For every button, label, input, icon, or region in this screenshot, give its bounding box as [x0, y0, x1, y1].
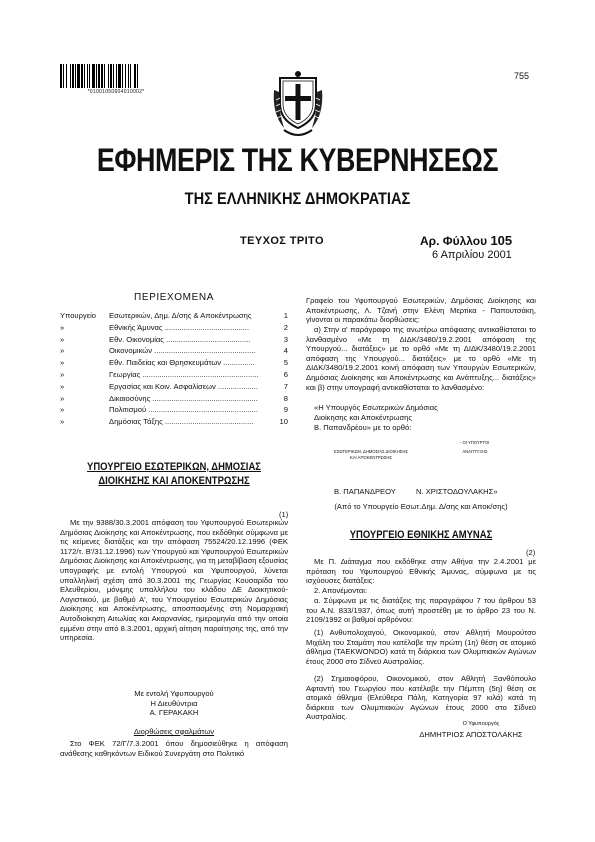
masthead-title: ΕΦΗΜΕΡΙΣ ΤΗΣ ΚΥΒΕΡΝΗΣΕΩΣ	[96, 142, 499, 178]
contents-prefix: »	[60, 322, 65, 332]
contents-entry: Εθν. Παιδείας και Θρησκευμάτων ...............	[109, 358, 255, 368]
contents-page: 8	[283, 393, 288, 403]
signature-title: Ο Υφυπουργός	[462, 721, 500, 727]
issue-date: 6 Απριλίου 2001	[432, 249, 512, 261]
contents-page: 10	[279, 417, 288, 427]
minister-name-right: Ν. ΧΡΙΣΤΟΔΟΥΛΑΚΗΣ»	[416, 487, 498, 496]
decision-body: Με την 9388/30.3.2001 απόφαση του Υφυπουργού Εσωτερικών Δημόσιας Διοίκησης και Αποκέντρωσης, που εκδόθηκε σύμφωνα με τις κείμενες διατάξεις και την απόφαση 75524/20.12.1996 (ΦΕΚ 1172/τ. Β'/31.12.1996) των Υπουργού και Υφυπουργού Εσωτερικών Δημόσιας Διοίκησης και Αποκέντρωσης, για τη μεταβίβαση εξουσίας υπογραφής με εντολή Υπουργού και Υφυπουργού, λύνεται υπαλληλική σχέση από 30.3.2001 της Γεωργίας Κουσαρίδα του Ελευθερίου, μόνιμης υπαλλήλου του κλάδου ΔΕ Διοικητικού-Λογιστικού, με βαθμό Α', του Υπουργείου Εσωτερικών Δημόσιας Διοίκησης και Αποκέντρωσης, αποσπασμένης στη Νομαρχιακή Αυτοδιοίκηση Αιτωλίας και Ακαρνανίας, ημερομηνία από την οποία εμμένει στην από 8.3.2001, αρχική αίτηση παραίτησης της, από την υπηρεσία.	[60, 518, 288, 643]
contents-prefix: »	[60, 393, 65, 403]
decision-number: (1)	[279, 510, 289, 519]
ministry-heading-interior	[76, 460, 272, 488]
signature-line: Η Διευθύντρια	[150, 698, 198, 708]
contents-prefix: »	[60, 417, 65, 427]
decree-number: (2)	[526, 548, 536, 557]
quote-line: «Η Υπουργός Εσωτερικών Δημόσιας	[314, 403, 438, 412]
coat-of-arms-emblem	[270, 70, 326, 142]
corrections-title: Διορθώσεις σφαλμάτων	[133, 727, 215, 736]
ministry-heading-defence: ΥΠΟΥΡΓΕΙΟ ΕΘΝΙΚΗΣ ΑΜΥΝΑΣ	[349, 529, 493, 541]
ministers-label: - ΟΙ ΥΠΟΥΡΓΟΙ	[460, 440, 490, 445]
contents-row	[60, 310, 288, 321]
barcode-number: *01001050604010002*	[87, 89, 145, 95]
contents-page: 6	[283, 370, 288, 379]
ministry-heading-line: ΥΠΟΥΡΓΕΙΟ ΕΣΩΤΕΡΙΚΩΝ, ΔΗΜΟΣΙΑΣ	[87, 461, 261, 473]
corrections-body: Στο ΦΕΚ 72/Γ/7.3.2001 όπου δημοσιεύθηκε η απόφαση ανάθεσης καθηκόντων Ειδικού Συνεργάτη στο Πολιτικό	[60, 739, 288, 758]
minister-title-right: ΑΝΑΠΤΥΞΗΣ	[462, 449, 488, 454]
contents-page: 2	[283, 322, 288, 332]
contents-entry: Οικονομικών ................................................	[109, 346, 256, 356]
masthead-subtitle: ΤΗΣ ΕΛΛΗΝΙΚΗΣ ΔΗΜΟΚΡΑΤΙΑΣ	[184, 189, 411, 208]
contents-row	[60, 322, 288, 333]
page-number: 755	[513, 71, 529, 81]
contents-prefix: »	[60, 334, 65, 344]
decree-item-2: (2) Σημαιοφόρου, Οικονομικού, στον Αθλητή Ξανθόπουλο Αφταντή του Γεωργίου που κατέλαβε την Πέμπτη (5η) θέση σε ατομικό άθλημα (Ελεύθερα Πάλη, Κατηγορία 97 κιλά) κατά τη διάρκεια των Ολυμπιακών Αγώνων έτους 2000 στο Σίδνεϋ Αυστραλίας.	[306, 674, 536, 722]
decree-intro: Με Π. Διάταγμα που εκδόθηκε στην Αθήνα την 2.4.2001 με πρόταση του Υφυπουργού Εθνικής Άμυνας, σύμφωνα με τις ισχύουσες διατάξεις:	[306, 557, 536, 586]
minister-name-left: Β. ΠΑΠΑΝΔΡΕΟΥ	[334, 487, 396, 496]
contents-page: 3	[283, 334, 288, 344]
correction-intro: Γραφείο του Υφυπουργού Εσωτερικών, Δημόσιας Διοίκησης και Αποκέντρωσης, Λ. Τζανή στην Ελένη Μερτίκα - Παπουτσάκη, γίνονται οι παρακάτω διορθώσεις:	[306, 296, 536, 325]
correction-text: α) Στην α' παράγραφο της ανωτέρω απόφασης αντικαθίσταται το λανθασμένο «Με τη ΔΙΔΚ/3480/19.2.2001 απόφαση της Υπουργού... διατάξεις» με το ορθό «Με τη ΔΙΔΚ/3480/19.2.2001 απόφαση της Υπουργού... διατάξεις» με το ορθό «Με τη ΔΙΔΚ/3480/19.2.2001 κοινή απόφαση των Υπουργών Εσωτερικών, Δημόσιας Διοίκησης και Αποκέντρωσης και Ανάπτυξης... διατάξεις» και β) στην υπογραφή αντικαθίσταται το λανθασμένο:	[306, 325, 536, 392]
contents-row	[60, 416, 288, 427]
decree-item-1: (1) Ανθυπολοχαγού, Οικονομικού, στον Αθλητή Μουρούτσο Μιχάλη του Σταμάτη που κατέλαβε την πρώτη (1η) θέση σε ατομικό άθλημα (TAEKWONDO) κατά τη διάρκεια των Ολυμπιακών Αγώνων έτους 2000 στο Σίδνεϋ Αυστραλίας.	[306, 628, 536, 666]
contents-page: 7	[283, 381, 288, 391]
quote-line: Διοίκησης και Αποκέντρωσης	[314, 413, 413, 422]
contents-entry: Πολιτισμού ....................................................	[109, 405, 258, 415]
barcode	[60, 64, 172, 88]
contents-entry: Εθν. Οικονομίας ........................................	[109, 334, 251, 344]
contents-page: 1	[283, 311, 288, 320]
contents-entry: Δικαιοσύνης ..................................................	[109, 393, 258, 403]
minister-title-line: ΕΣΩΤΕΡΙΚΩΝ, ΔΗΜΟΣΙΑΣ ΔΙΟΙΚΗΣΗΣ	[334, 449, 408, 454]
contents-row	[60, 393, 288, 404]
contents-prefix: »	[60, 346, 65, 356]
contents-entry: Εργασίας και Κοιν. Ασφαλίσεων ...................	[109, 381, 259, 391]
contents-row	[60, 381, 288, 392]
contents-entry: Εσωτερικών, Δημ. Δ/σης & Αποκέντρωσης	[109, 311, 252, 320]
contents-page: 9	[283, 405, 288, 415]
contents-row	[60, 334, 288, 345]
signature-name: ΔΗΜΗΤΡΙΟΣ ΑΠΟΣΤΟΛΑΚΗΣ	[419, 729, 523, 739]
signature-line: Α. ΓΕΡΑΚΑΚΗ	[149, 708, 199, 718]
contents-row	[60, 404, 288, 415]
decree-clause-a: α. Σύμφωνα με τις διατάξεις της παραγράφου 7 του άρθρου 53 του Α.Ν. 833/1937, όπως αυτή προστέθη με το άρθρο 23 του Ν. 2109/1992 οι βαθμοί αρθρόνου:	[306, 596, 536, 625]
contents-row	[60, 369, 288, 380]
source-note: (Από το Υπουργείο Εσωτ.Δημ. Δ/σης και Αποκ/σης)	[334, 502, 508, 511]
decree-awarded: 2. Απονέμονται:	[314, 586, 368, 595]
contents-page: 5	[283, 358, 288, 368]
contents-title: ΠΕΡΙΕΧΟΜΕΝΑ	[134, 292, 214, 303]
signature-block	[60, 689, 288, 718]
contents-page: 4	[283, 346, 288, 356]
sheet-label: Αρ. Φύλλου	[420, 234, 488, 248]
quote-line: Β. Παπανδρέου» με το ορθό:	[314, 423, 412, 432]
contents-prefix: »	[60, 381, 65, 391]
contents-row	[60, 357, 288, 368]
contents-row	[60, 345, 288, 356]
sheet-value: 105	[490, 233, 513, 248]
quoted-signature	[314, 403, 536, 433]
contents-entry: Γεωργίας .......................................................	[109, 370, 259, 379]
contents-entry: Εθνικής Άμυνας ........................................	[109, 322, 250, 332]
signature-line: Με εντολή Υφυπουργού	[134, 689, 214, 698]
ministry-heading-line: ΔΙΟΙΚΗΣΗΣ ΚΑΙ ΑΠΟΚΕΝΤΡΩΣΗΣ	[98, 475, 250, 487]
contents-prefix: Υπουργείο	[60, 311, 96, 320]
minister-title-line: ΚΑΙ ΑΠΟΚΕΝΤΡΩΣΗΣ	[349, 455, 393, 460]
contents-entry: Δημόσιας Τάξης ..........................................	[109, 417, 254, 427]
sheet-number	[420, 233, 512, 248]
minister-title-left	[306, 449, 436, 461]
contents-prefix: »	[60, 370, 65, 379]
contents-prefix: »	[60, 405, 65, 415]
decree-signature	[306, 720, 536, 739]
contents-prefix: »	[60, 358, 65, 368]
issue-label: ΤΕΥΧΟΣ ΤΡΙΤΟ	[240, 235, 324, 247]
